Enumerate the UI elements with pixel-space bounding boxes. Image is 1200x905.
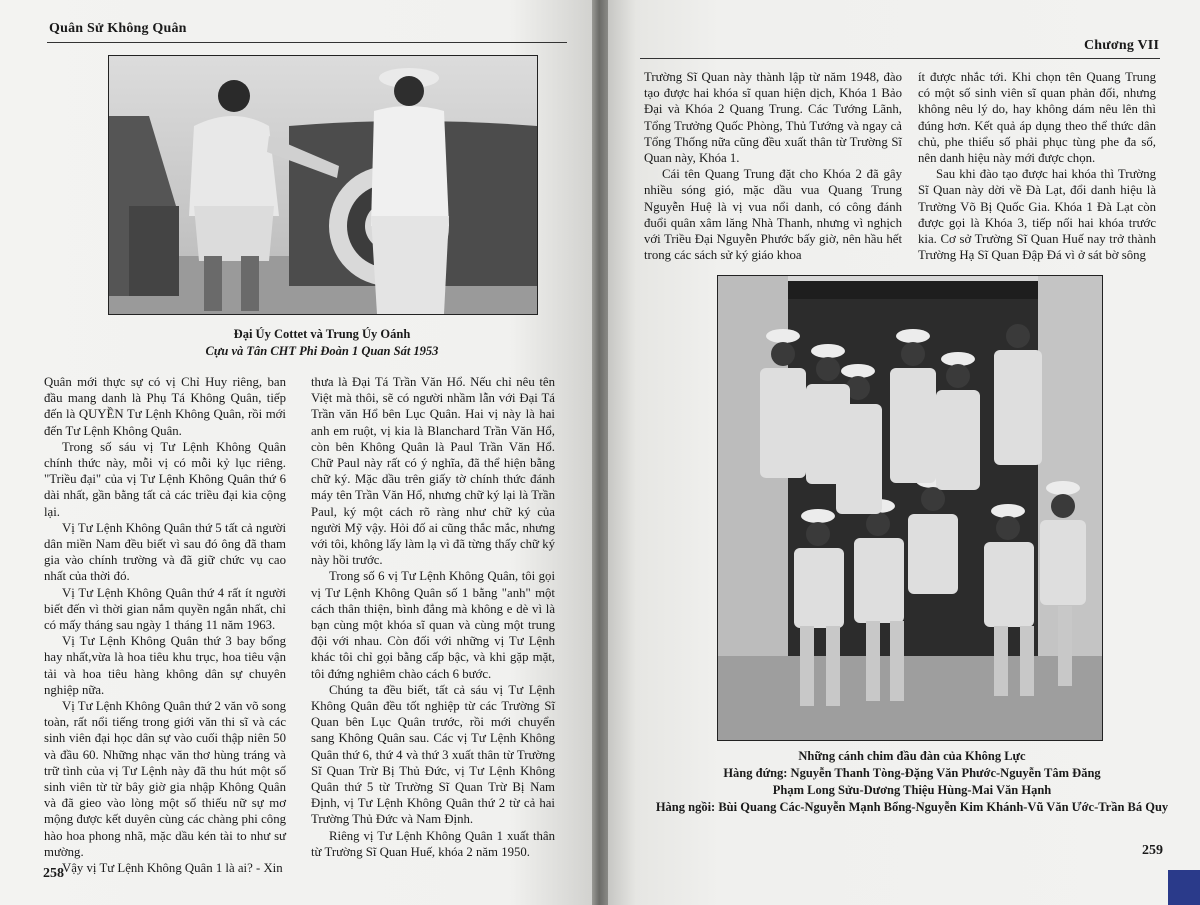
paragraph: Riêng vị Tư Lệnh Không Quân 1 xuất thân từ Trường Sĩ Quan Huế, khóa 2 năm 1950. xyxy=(311,828,555,859)
header-rule-left xyxy=(47,42,567,43)
paragraph: Vị Tư Lệnh Không Quân thứ 4 rất ít người biết đến vì thời gian nắm quyền ngắn nhất, chỉ có mấy tháng sau ngày 1 tháng 11 năm 1963. xyxy=(44,585,286,633)
text-column-right-1 xyxy=(644,69,902,263)
paragraph: Trong số 6 vị Tư Lệnh Không Quân, tôi gọi vị Tư Lệnh Không Quân số 1 bằng "anh" một cách thân thiện, bình đẳng mà không e dè vì là bạn cùng một khóa sĩ quan và cùng một trung đội với nhau. Còn đối với những vị Tư Lệnh khác tôi chỉ gọi bằng cấp bậc, và khi gặp mặt, tôi đứng nghiêm chào cách 6 bước. xyxy=(311,569,555,681)
text-column-right-2 xyxy=(918,69,1156,263)
paragraph: Vậy vị Tư Lệnh Không Quân 1 là ai? - Xin xyxy=(62,861,283,876)
caption-line: Cựu và Tân CHT Phi Đoàn 1 Quan Sát 1953 xyxy=(205,344,439,358)
paragraph: ít được nhắc tới. Khi chọn tên Quang Trung có một số sinh viên sĩ quan phản đối, nhưng không nêu lý do, hay không dám nêu lên thì đúng hơn. Kết quả áp dụng theo thể thức dân chủ, phe thiểu số phải phục tùng phe đa số, nên danh hiệu này mới được chọn. xyxy=(918,70,1156,166)
photo-two-officers xyxy=(108,55,538,315)
caption-line: Đại Úy Cottet và Trung Úy Oánh xyxy=(233,327,411,341)
paragraph: Chúng ta đều biết, tất cả sáu vị Tư Lệnh Không Quân đều tốt nghiệp từ các Trường Sĩ Quan bên Lục Quân trước, rồi mới chuyển sang Không Quân sau. Các vị Tư Lệnh Không Quân thứ 6, thứ 4 và thứ 3 xuất thân từ Trường Sĩ Quan Trừ Bị Thủ Đức, vị Tư Lệnh Không Quân thứ 5 từ Trường Sĩ Quan Trừ Bị Nam Định, vị Tư Lệnh Không Quân thứ 2 từ cả hai Trường Thủ Đức và Nam Định. xyxy=(311,682,555,827)
book-spine xyxy=(592,0,608,905)
paragraph: Sau khi đào tạo được hai khóa thì Trường Sĩ Quan này dời về Đà Lạt, đổi danh hiệu là Trường Võ Bị Quốc Gia. Khóa 1 Đà Lạt còn được gọi là Khóa 3, tiếp nối hai khóa trước kia. Cơ sở Trường Sĩ Quan Huế nay trở thành Trường Hạ Sĩ Quan Đập Đá vì ở sát bờ sông xyxy=(918,167,1156,263)
paragraph: Vị Tư Lệnh Không Quân thứ 3 bay bổng hay nhất,vừa là hoa tiêu khu trục, hoa tiêu vận tải và hoa tiêu hàng không dân sự chuyên nghiệp nữa. xyxy=(44,634,286,697)
caption-line: Hàng đứng: Nguyễn Thanh Tòng-Đặng Văn Phước-Nguyễn Tâm Đăng xyxy=(723,766,1101,780)
paragraph: Vị Tư Lệnh Không Quân thứ 5 tất cả người dân miền Nam đều biết vì sau đó ông đã tham gia vào chính trường và đã giữ chức vụ cao nhất của thời đó. xyxy=(44,520,286,584)
right-page xyxy=(600,0,1200,905)
text-column-left-1 xyxy=(44,374,286,876)
caption-line: Những cánh chim đầu đàn của Không Lực xyxy=(798,749,1026,763)
photo-group-aviators xyxy=(717,275,1103,741)
caption-line: Hàng ngồi: Bùi Quang Các-Nguyễn Mạnh Bổng-Nguyễn Kim Khánh-Vũ Văn Ước-Trần Bá Quy xyxy=(655,800,1169,814)
paragraph: Quân mới thực sự có vị Chỉ Huy riêng, ban đầu mang danh là Phụ Tá Không Quân, tiếp đến là QUYỀN Tư Lệnh Không Quân, rồi mới đến Tư Lệnh Không Quân. xyxy=(44,375,286,438)
caption-line: Phạm Long Sửu-Dương Thiệu Hùng-Mai Văn Hạnh xyxy=(772,783,1052,797)
paragraph: thưa là Đại Tá Trần Văn Hổ. Nếu chỉ nêu tên Việt mà thôi, sẽ có người nhầm lẫn với Đại Tá Trần văn Hổ bên Lục Quân. Hai vị này là hai anh em ruột, vị kia là Blanchard Trần Văn Hổ, còn bên Không Quân là Paul Trần Văn Hổ. Chữ Paul này rất có ý nghĩa, đã thể hiện bằng chữ ký. Mặc dầu trên giấy tờ chính thức đánh máy tên Trần Văn Hổ, nhưng chữ ký lại là Trần Paul, ký một cách rõ ràng như chữ ký của người Mỹ vậy. Hỏi đố ai cũng thắc mắc, nhưng với tôi, không lấy làm lạ vì đã từng thấy chữ ký này hồi trước. xyxy=(311,375,555,568)
text-column-left-2 xyxy=(311,374,555,860)
photo-caption-left xyxy=(108,326,536,360)
book-cover-edge xyxy=(1168,870,1200,905)
page-number-right: 259 xyxy=(1142,843,1163,858)
page-number-left: 258 xyxy=(43,866,64,881)
header-rule-right xyxy=(640,58,1160,59)
paragraph: Cái tên Quang Trung đặt cho Khóa 2 đã gây nhiều sóng gió, mặc dầu vua Quang Trung Nguyễn Huệ là vị vua nổi danh, có công đánh đuổi quân xâm lăng Nhà Thanh, nhưng vì nghịch với Triều Đại Nguyễn Phước bấy giờ, nên hầu hết trong các sách sử ký giáo khoa xyxy=(644,167,902,263)
paragraph: Trường Sĩ Quan này thành lập từ năm 1948, đào tạo được hai khóa sĩ quan hiện dịch, Khóa 1 Bảo Đại và Khóa 2 Quang Trung. Các Tướng Lãnh, Tổng Trưởng Quốc Phòng, Thủ Tướng và ngay cả Tổng Thống nữa cũng đều xuất thân từ Trường Sĩ Quan này, Khóa 1. xyxy=(644,70,902,166)
running-head-left: Quân Sử Không Quân xyxy=(49,21,187,36)
paragraph: Vị Tư Lệnh Không Quân thứ 2 văn võ song toàn, rất nổi tiếng trong giới văn thi sĩ và các sinh viên đại học dân sự vào cuối thập niên 50 và đầu 60. Những nhạc văn thơ hùng tráng và trữ tình của vị Tư Lệnh này đã thu hút một số sinh viên từ từ bây giờ gia nhập Không Quân và đã gieo vào lòng một số thiếu nữ sự mơ mộng được kết duyên cùng các chàng phi công hào hoa phong nhã, mặc dầu kén tài to như sư mường. xyxy=(44,699,286,859)
photo-caption-right xyxy=(640,748,1184,816)
paragraph: Trong số sáu vị Tư Lệnh Không Quân chính thức này, mỗi vị có mỗi kỷ lục riêng. "Triều đại" của vị Tư Lệnh Không Quân thứ 6 dài nhất, gần bằng tất cả các triều đại kia cộng lại. xyxy=(44,439,286,519)
running-head-right: Chương VII xyxy=(1084,38,1160,53)
